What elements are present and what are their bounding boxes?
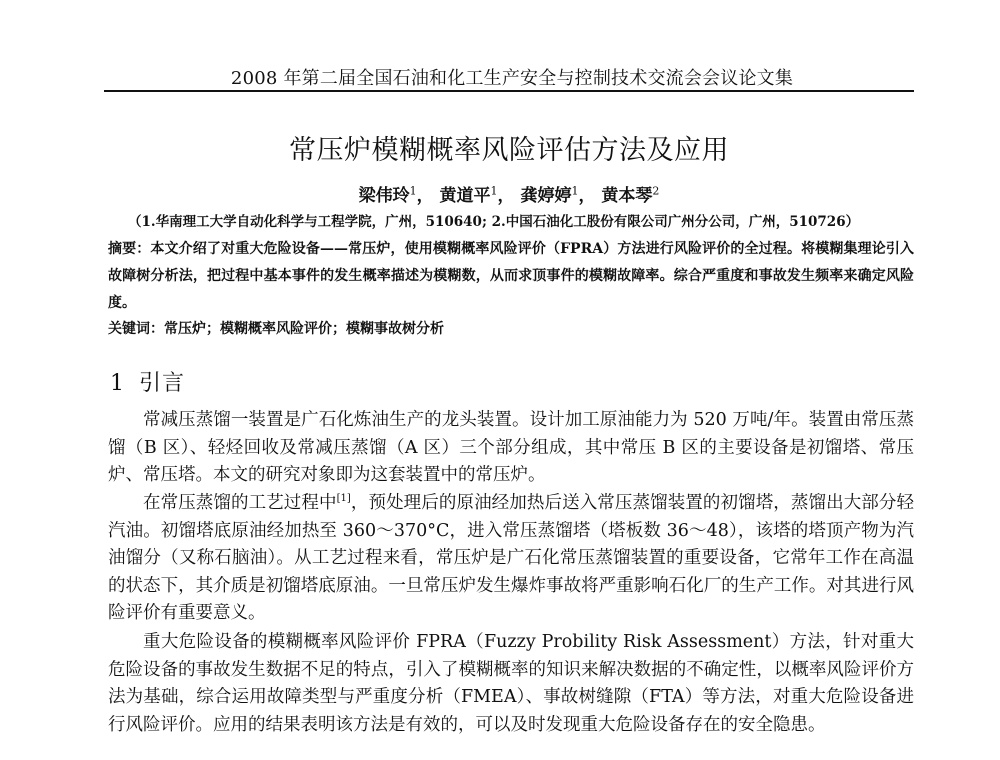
section-number: 1 [110, 371, 125, 396]
citation-ref: [1] [336, 493, 351, 505]
author-name: 龚婷婷 [520, 186, 572, 206]
keywords [108, 318, 914, 338]
author-affil-mark: 1 [409, 184, 417, 198]
author-name: 黄本琴 [601, 186, 653, 206]
body-paragraph: 重大危险设备的模糊概率风险评价 FPRA（Fuzzy Probility Risk Assessment）方法，针对重大危险设备的事故发生数据不足的特点，引入了模糊概率的知识来解决数据的不确定性，以概率风险评价方法为基础，综合运用故障类型与严重度分析（FMEA）、事故树缝隙（FTA）等方法，对重大危险设备进行风险评价。应用的结果表明该方法是有效的，可以及时发现重大危险设备存在的安全隐患。 [108, 632, 914, 735]
author-affil-mark: 1 [490, 184, 498, 198]
running-head: 2008 年第二届全国石油和化工生产安全与控制技术交流会会议论文集 [230, 68, 794, 89]
keywords-text: 常压炉；模糊概率风险评价；模糊事故树分析 [164, 321, 444, 337]
author-affil-mark: 2 [652, 184, 660, 198]
keywords-label: 关键词： [108, 321, 164, 337]
author-name: 梁伟玲 [358, 186, 410, 206]
section-title: 引言 [139, 371, 186, 396]
body-paragraph: 常减压蒸馏一装置是广石化炼油生产的龙头装置。设计加工原油能力为 520 万吨/年。装置由常压蒸馏（B 区）、轻烃回收及常减压蒸馏（A 区）三个部分组成，其中常压 B 区的主要设备是初馏塔、常压炉、常压塔。本文的研究对象即为这套装置中的常压炉。 [108, 410, 914, 486]
paper-title: 常压炉模糊概率风险评估方法及应用 [289, 135, 729, 166]
section-heading [110, 366, 185, 397]
paragraph-text: ，预处理后的原油经加热后送入常压蒸馏装置的初馏塔，蒸馏出大部分轻汽油。初馏塔底原油经加热至 360～370°C，进入常压蒸馏塔（塔板数 36～48），该塔的塔顶产物为汽油馏分（又称石脑油）。从工艺过程来看，常压炉是广石化常压蒸馏装置的重要设备，它常年工作在高温的状态下，其介质是初馏塔底原油。一旦常压炉发生爆炸事故将严重影响石化厂的生产工作。对其进行风险评价有重要意义。 [108, 493, 914, 624]
body-paragraph [108, 490, 914, 628]
abstract-text: 本文介绍了对重大危险设备——常压炉，使用模糊概率风险评价（FPRA）方法进行风险评价的全过程。将模糊集理论引入故障树分析法，把过程中基本事件的发生概率描述为模糊数，从而求顶事件的模糊故障率。综合严重度和事故发生频率来确定风险度。 [108, 241, 915, 311]
abstract [108, 236, 914, 317]
author-affil-mark: 1 [571, 184, 579, 198]
author-name: 黄道平 [439, 186, 491, 206]
header-rule [104, 90, 914, 92]
abstract-label: 摘要： [108, 241, 151, 257]
paragraph-text: 在常压蒸馏的工艺过程中 [143, 493, 337, 513]
author-list: 梁伟玲$^1$， 黄道平$^1$， 龚婷婷$^1$， 黄本琴$^2$ [358, 184, 660, 206]
affiliation: （1.华南理工大学自动化科学与工程学院，广州，510640; 2.中国石油化工股份有限公司广州分公司，广州，510726） [128, 214, 860, 230]
